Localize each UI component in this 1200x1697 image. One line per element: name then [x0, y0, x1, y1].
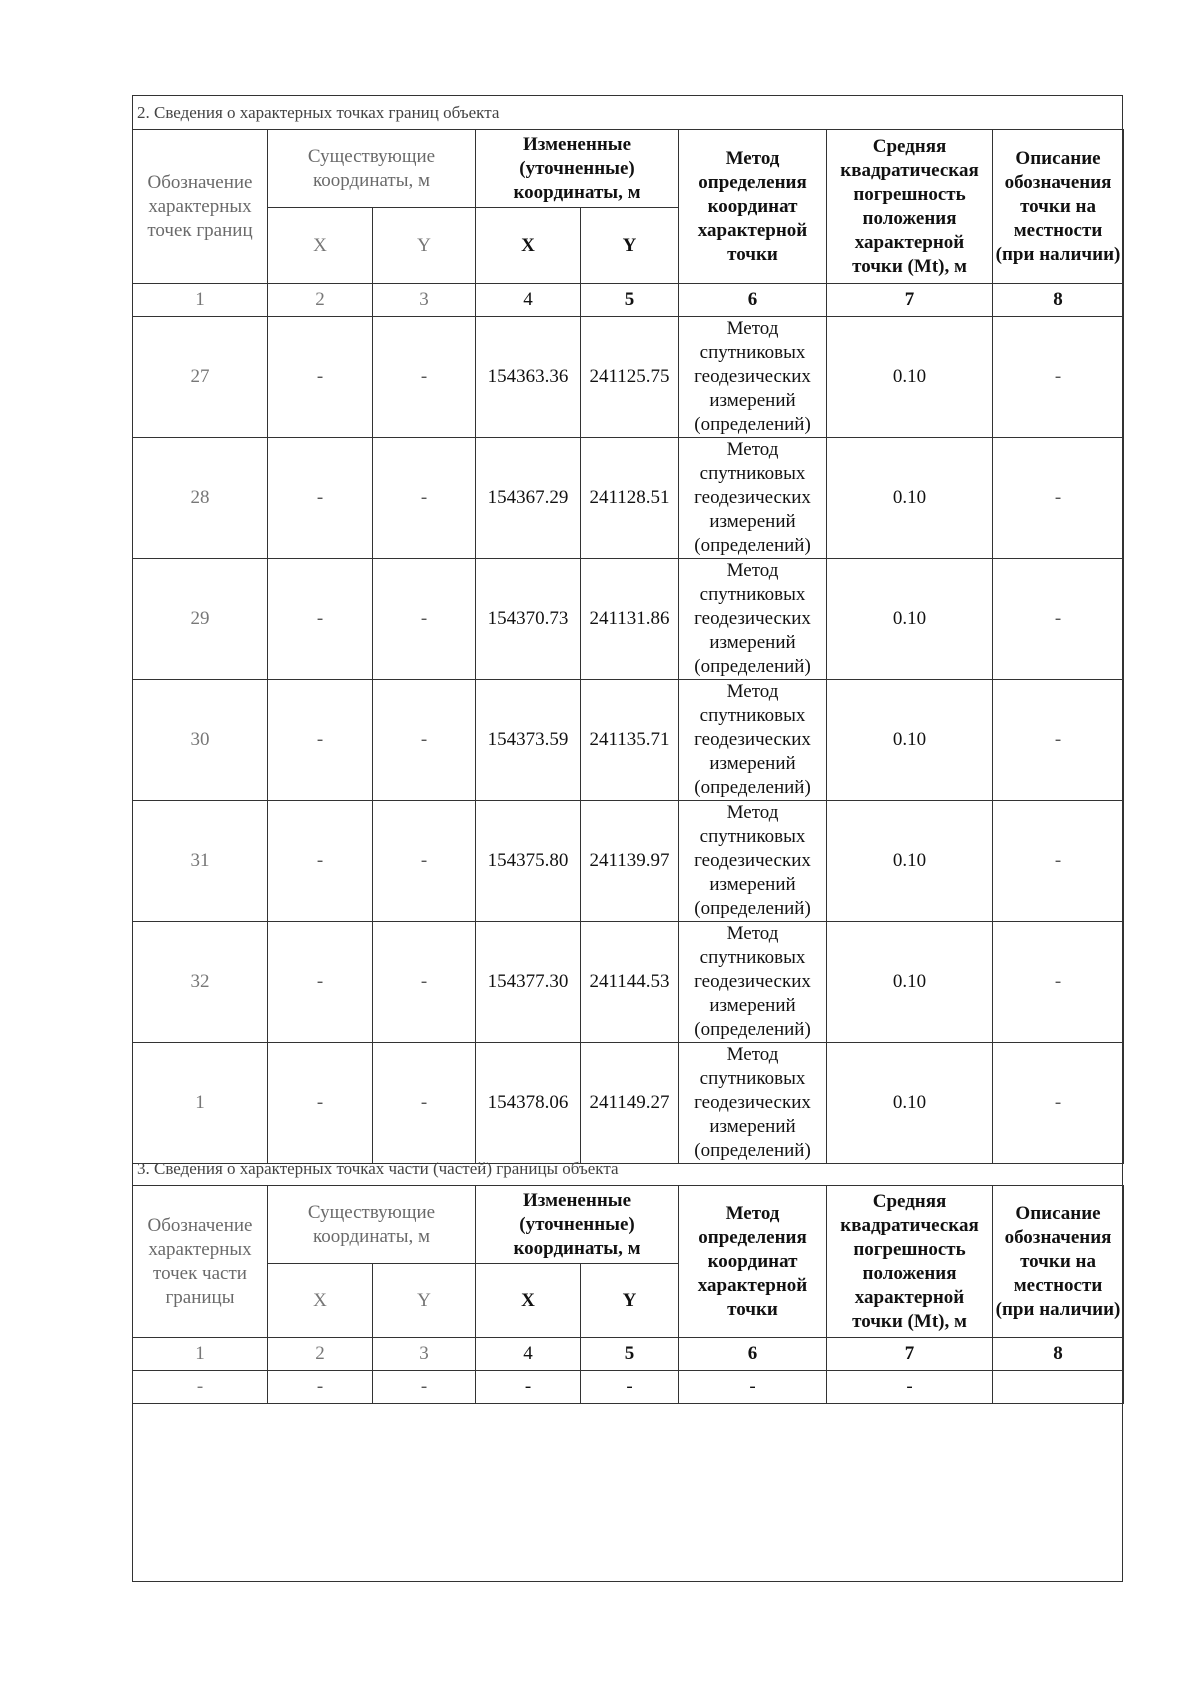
- mean-error-value: 0.10: [827, 801, 993, 922]
- table-row: [133, 1043, 1124, 1164]
- coordinate-y: -: [581, 1371, 679, 1404]
- table-row: [133, 317, 1124, 438]
- header-changed-coordinates: Измененные (уточненные) координаты, м: [476, 1186, 679, 1264]
- column-number: 1: [133, 284, 268, 317]
- coordinate-x: 154363.36: [476, 317, 581, 438]
- coordinate-y: 241125.75: [581, 317, 679, 438]
- point-designation: 29: [133, 559, 268, 680]
- column-number: 1: [133, 1338, 268, 1371]
- existing-x: -: [268, 801, 373, 922]
- column-number: 2: [268, 1338, 373, 1371]
- column-number: 5: [581, 1338, 679, 1371]
- point-designation: 32: [133, 922, 268, 1043]
- mean-error-value: 0.10: [827, 680, 993, 801]
- header-point-designation: Обозначение характерных точек границ: [133, 130, 268, 284]
- mean-error-value: 0.10: [827, 1043, 993, 1164]
- coordinate-x: 154367.29: [476, 438, 581, 559]
- method-cell: Метод спутниковых геодезических измерений (определений): [679, 559, 827, 680]
- description-value: -: [993, 438, 1124, 559]
- point-designation: -: [133, 1371, 268, 1404]
- mean-error-value: 0.10: [827, 922, 993, 1043]
- column-number: 4: [476, 1338, 581, 1371]
- coordinate-x: 154378.06: [476, 1043, 581, 1164]
- point-designation: 1: [133, 1043, 268, 1164]
- table-row: [133, 922, 1124, 1043]
- point-designation: 31: [133, 801, 268, 922]
- method-cell: Метод спутниковых геодезических измерений (определений): [679, 1043, 827, 1164]
- header-changed-x: X: [476, 208, 581, 284]
- coordinate-x: 154370.73: [476, 559, 581, 680]
- existing-x: -: [268, 438, 373, 559]
- coordinate-x: 154373.59: [476, 680, 581, 801]
- coordinate-y: 241128.51: [581, 438, 679, 559]
- existing-y: -: [373, 317, 476, 438]
- description-value: -: [993, 317, 1124, 438]
- existing-y: -: [373, 801, 476, 922]
- header-existing-x: X: [268, 1264, 373, 1338]
- column-number: 8: [993, 284, 1124, 317]
- existing-y: -: [373, 438, 476, 559]
- header-method: Метод определения координат характерной точки: [679, 1186, 827, 1338]
- method-cell: -: [679, 1371, 827, 1404]
- existing-x: -: [268, 1043, 373, 1164]
- coordinate-y: 241131.86: [581, 559, 679, 680]
- header-description: Описание обозначения точки на местности (при наличии): [993, 1186, 1124, 1338]
- existing-y: -: [373, 1371, 476, 1404]
- point-designation: 27: [133, 317, 268, 438]
- column-number: 2: [268, 284, 373, 317]
- column-number: 8: [993, 1338, 1124, 1371]
- table-row: [133, 559, 1124, 680]
- header-point-designation: Обозначение характерных точек части границы: [133, 1186, 268, 1338]
- method-cell: Метод спутниковых геодезических измерений (определений): [679, 801, 827, 922]
- header-changed-coordinates: Измененные (уточненные) координаты, м: [476, 130, 679, 208]
- column-number: 7: [827, 1338, 993, 1371]
- existing-y: -: [373, 680, 476, 801]
- method-cell: Метод спутниковых геодезических измерений (определений): [679, 317, 827, 438]
- column-number: 6: [679, 284, 827, 317]
- header-mean-error: Средняя квадратическая погрешность положения характерной точки (Mt), м: [827, 130, 993, 284]
- mean-error-value: -: [827, 1371, 993, 1404]
- method-cell: Метод спутниковых геодезических измерений (определений): [679, 922, 827, 1043]
- description-value: -: [993, 680, 1124, 801]
- description-value: -: [993, 1043, 1124, 1164]
- existing-x: -: [268, 922, 373, 1043]
- header-changed-y: Y: [581, 208, 679, 284]
- column-number: 5: [581, 284, 679, 317]
- header-method: Метод определения координат характерной точки: [679, 130, 827, 284]
- coordinate-y: 241139.97: [581, 801, 679, 922]
- existing-x: -: [268, 559, 373, 680]
- header-mean-error: Средняя квадратическая погрешность положения характерной точки (Mt), м: [827, 1186, 993, 1338]
- header-existing-coordinates: Существующие координаты, м: [268, 1186, 476, 1264]
- description-value: [993, 1371, 1124, 1404]
- coordinate-x: -: [476, 1371, 581, 1404]
- existing-x: -: [268, 680, 373, 801]
- table-row: [133, 801, 1124, 922]
- column-number: 3: [373, 1338, 476, 1371]
- coordinate-y: 241149.27: [581, 1043, 679, 1164]
- method-cell: Метод спутниковых геодезических измерений (определений): [679, 680, 827, 801]
- header-description: Описание обозначения точки на местности (при наличии): [993, 130, 1124, 284]
- mean-error-value: 0.10: [827, 559, 993, 680]
- point-designation: 30: [133, 680, 268, 801]
- description-value: -: [993, 559, 1124, 680]
- section-3-title: 3. Сведения о характерных точках части (частей) границы объекта: [137, 1159, 619, 1178]
- coordinate-x: 154377.30: [476, 922, 581, 1043]
- header-changed-y: Y: [581, 1264, 679, 1338]
- table-row: [133, 680, 1124, 801]
- header-existing-coordinates: Существующие координаты, м: [268, 130, 476, 208]
- existing-y: -: [373, 922, 476, 1043]
- column-number: 3: [373, 284, 476, 317]
- method-cell: Метод спутниковых геодезических измерений (определений): [679, 438, 827, 559]
- description-value: -: [993, 801, 1124, 922]
- coordinate-y: 241135.71: [581, 680, 679, 801]
- column-number: 4: [476, 284, 581, 317]
- section-2-title: 2. Сведения о характерных точках границ объекта: [137, 103, 500, 122]
- existing-y: -: [373, 559, 476, 680]
- boundary-points-table: [132, 129, 1124, 1164]
- coordinate-x: 154375.80: [476, 801, 581, 922]
- table-row: [133, 1371, 1124, 1404]
- description-value: -: [993, 922, 1124, 1043]
- existing-x: -: [268, 1371, 373, 1404]
- coordinate-y: 241144.53: [581, 922, 679, 1043]
- column-number: 6: [679, 1338, 827, 1371]
- existing-x: -: [268, 317, 373, 438]
- header-existing-x: X: [268, 208, 373, 284]
- header-existing-y: Y: [373, 208, 476, 284]
- part-boundary-points-table: [132, 1185, 1124, 1404]
- mean-error-value: 0.10: [827, 317, 993, 438]
- existing-y: -: [373, 1043, 476, 1164]
- point-designation: 28: [133, 438, 268, 559]
- column-number: 7: [827, 284, 993, 317]
- header-changed-x: X: [476, 1264, 581, 1338]
- header-existing-y: Y: [373, 1264, 476, 1338]
- table-row: [133, 438, 1124, 559]
- mean-error-value: 0.10: [827, 438, 993, 559]
